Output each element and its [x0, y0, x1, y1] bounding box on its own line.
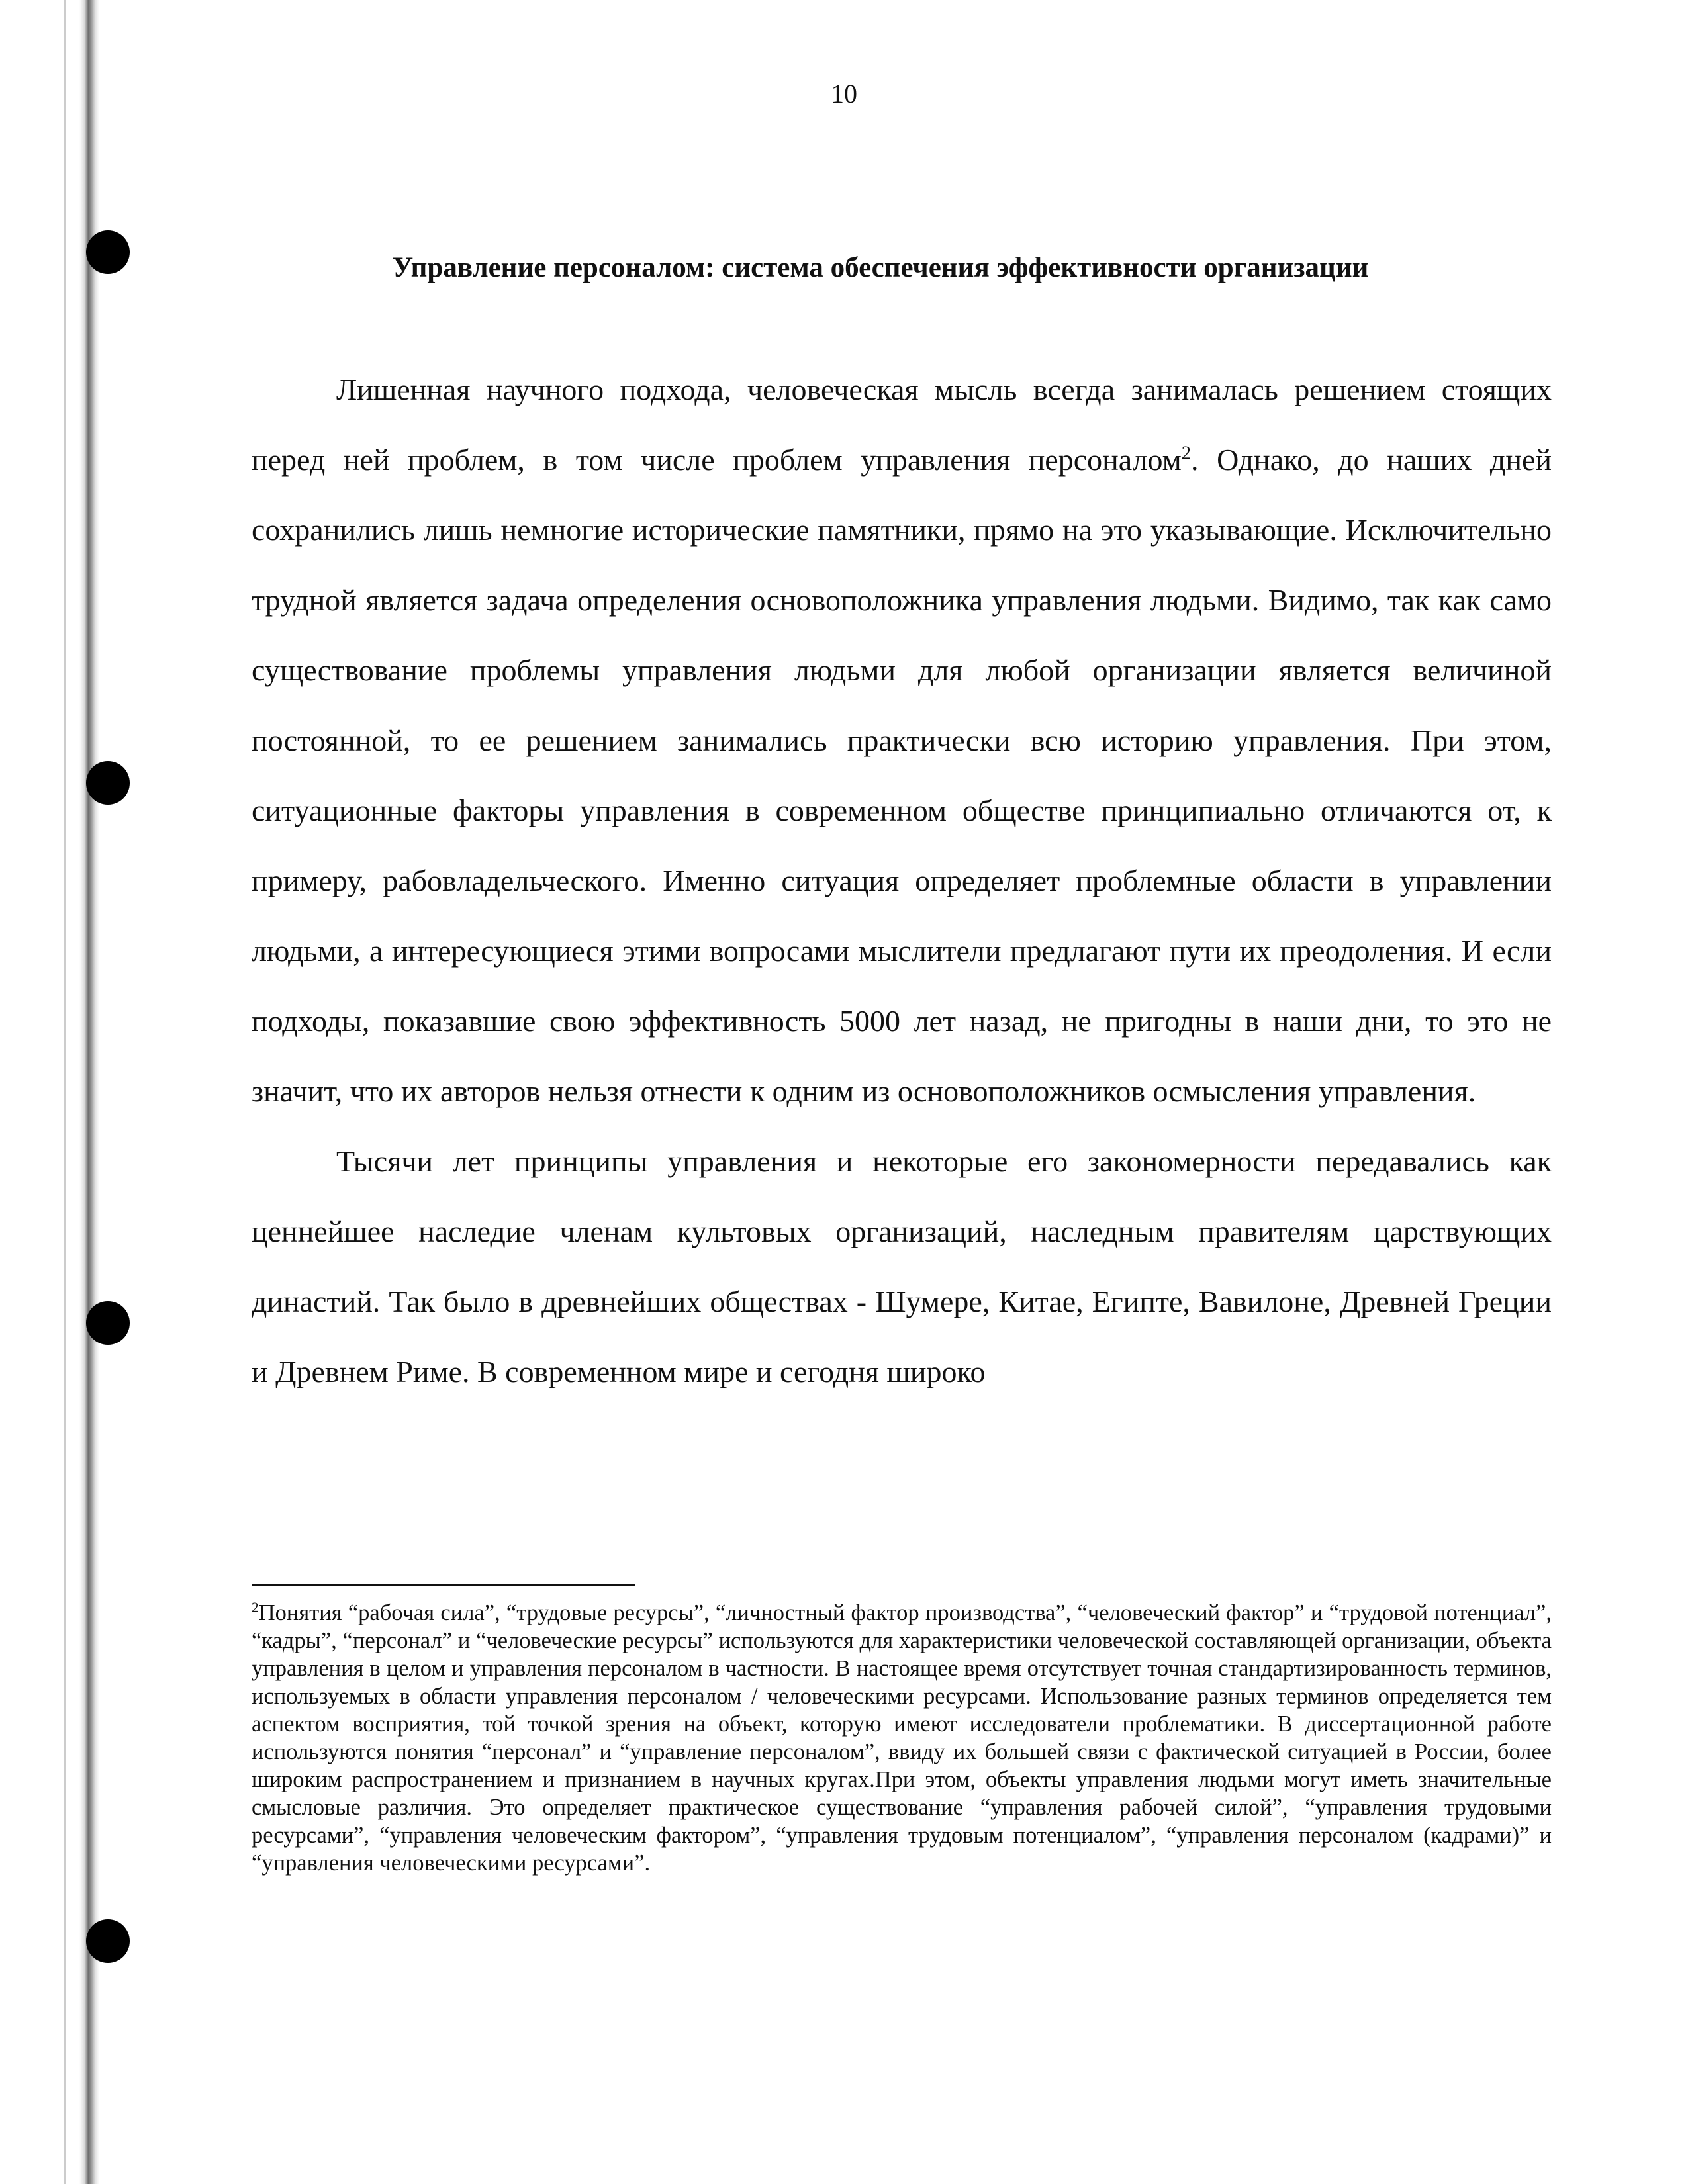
footnote	[252, 1599, 1552, 1877]
body-text	[252, 355, 1552, 1407]
footnote-text: Понятия “рабочая сила”, “трудовые ресурсы”, “личностный фактор производства”, “человеческий фактор” и “трудовой потенциал”, “кадры”, “персонал” и “человеческие ресурсы” используются для характеристики человеческой составляющей организации, объекта управления в целом и управления персоналом в частности. В настоящее время отсутствует точная стандартизированность терминов, используемых в области управления персоналом / человеческими ресурсами. Использование разных терминов определяется тем аспектом восприятия, той точкой зрения на объект, которую имеют исследователи проблематики. В диссертационной работе используются понятия “персонал” и “управление персоналом”, ввиду их большей связи с фактической ситуацией в России, более широким распространением и признанием в научных кругах.При этом, объекты управления людьми могут иметь значительные смысловые различия. Это определяет практическое существование “управления рабочей силой”, “управления трудовыми ресурсами”, “управления человеческим фактором”, “управления трудовым потенциалом”, “управления персоналом (кадрами)” и “управления человеческими ресурсами”.	[252, 1600, 1552, 1876]
paragraph-1	[252, 355, 1552, 1126]
punch-hole-icon	[86, 1301, 130, 1345]
punch-hole-icon	[86, 1919, 130, 1963]
footnote-divider	[252, 1584, 635, 1586]
punch-hole-icon	[86, 761, 130, 805]
scan-artifact-line	[64, 0, 66, 2184]
punch-hole-icon	[86, 230, 130, 274]
footnote-marker: 2	[252, 1599, 259, 1615]
footnote-reference: 2	[1181, 443, 1192, 464]
paragraph-1-text-end: . Однако, до наших дней сохранились лишь немногие исторические памятники, прямо на это указывающие. Исключительно трудной является задача определения основоположника управления людьми. Видимо, так как само существование проблемы управления людьми для любой организации является величиной постоянной, то ее решением занимались практически всю историю управления. При этом, ситуационные факторы управления в современном обществе принципиально отличаются от, к примеру, рабовладельческого. Именно ситуация определяет проблемные области в управлении людьми, а интересующиеся этими вопросами мыслители предлагают пути их преодоления. И если подходы, показавшие свою эффективность 5000 лет назад, не пригодны в наши дни, то это не значит, что их авторов нельзя отнести к одним из основоположников осмысления управления.	[252, 443, 1552, 1108]
paragraph-1-text-start: Лишенная научного подхода, человеческая мысль всегда занималась решением стоящих перед ней проблем, в том числе проблем управления персоналом	[252, 373, 1552, 477]
paragraph-2: Тысячи лет принципы управления и некоторые его закономерности передавались как ценнейшее наследие членам культовых организаций, наследным правителям царствующих династий. Так было в древнейших обществах - Шумере, Китае, Египте, Вавилоне, Древней Греции и Древнем Риме. В современном мире и сегодня широко	[252, 1144, 1552, 1388]
scan-artifact-strip	[79, 0, 99, 2184]
page-number: 10	[831, 79, 857, 109]
section-heading: Управление персоналом: система обеспечения эффективности организации	[392, 252, 1369, 283]
